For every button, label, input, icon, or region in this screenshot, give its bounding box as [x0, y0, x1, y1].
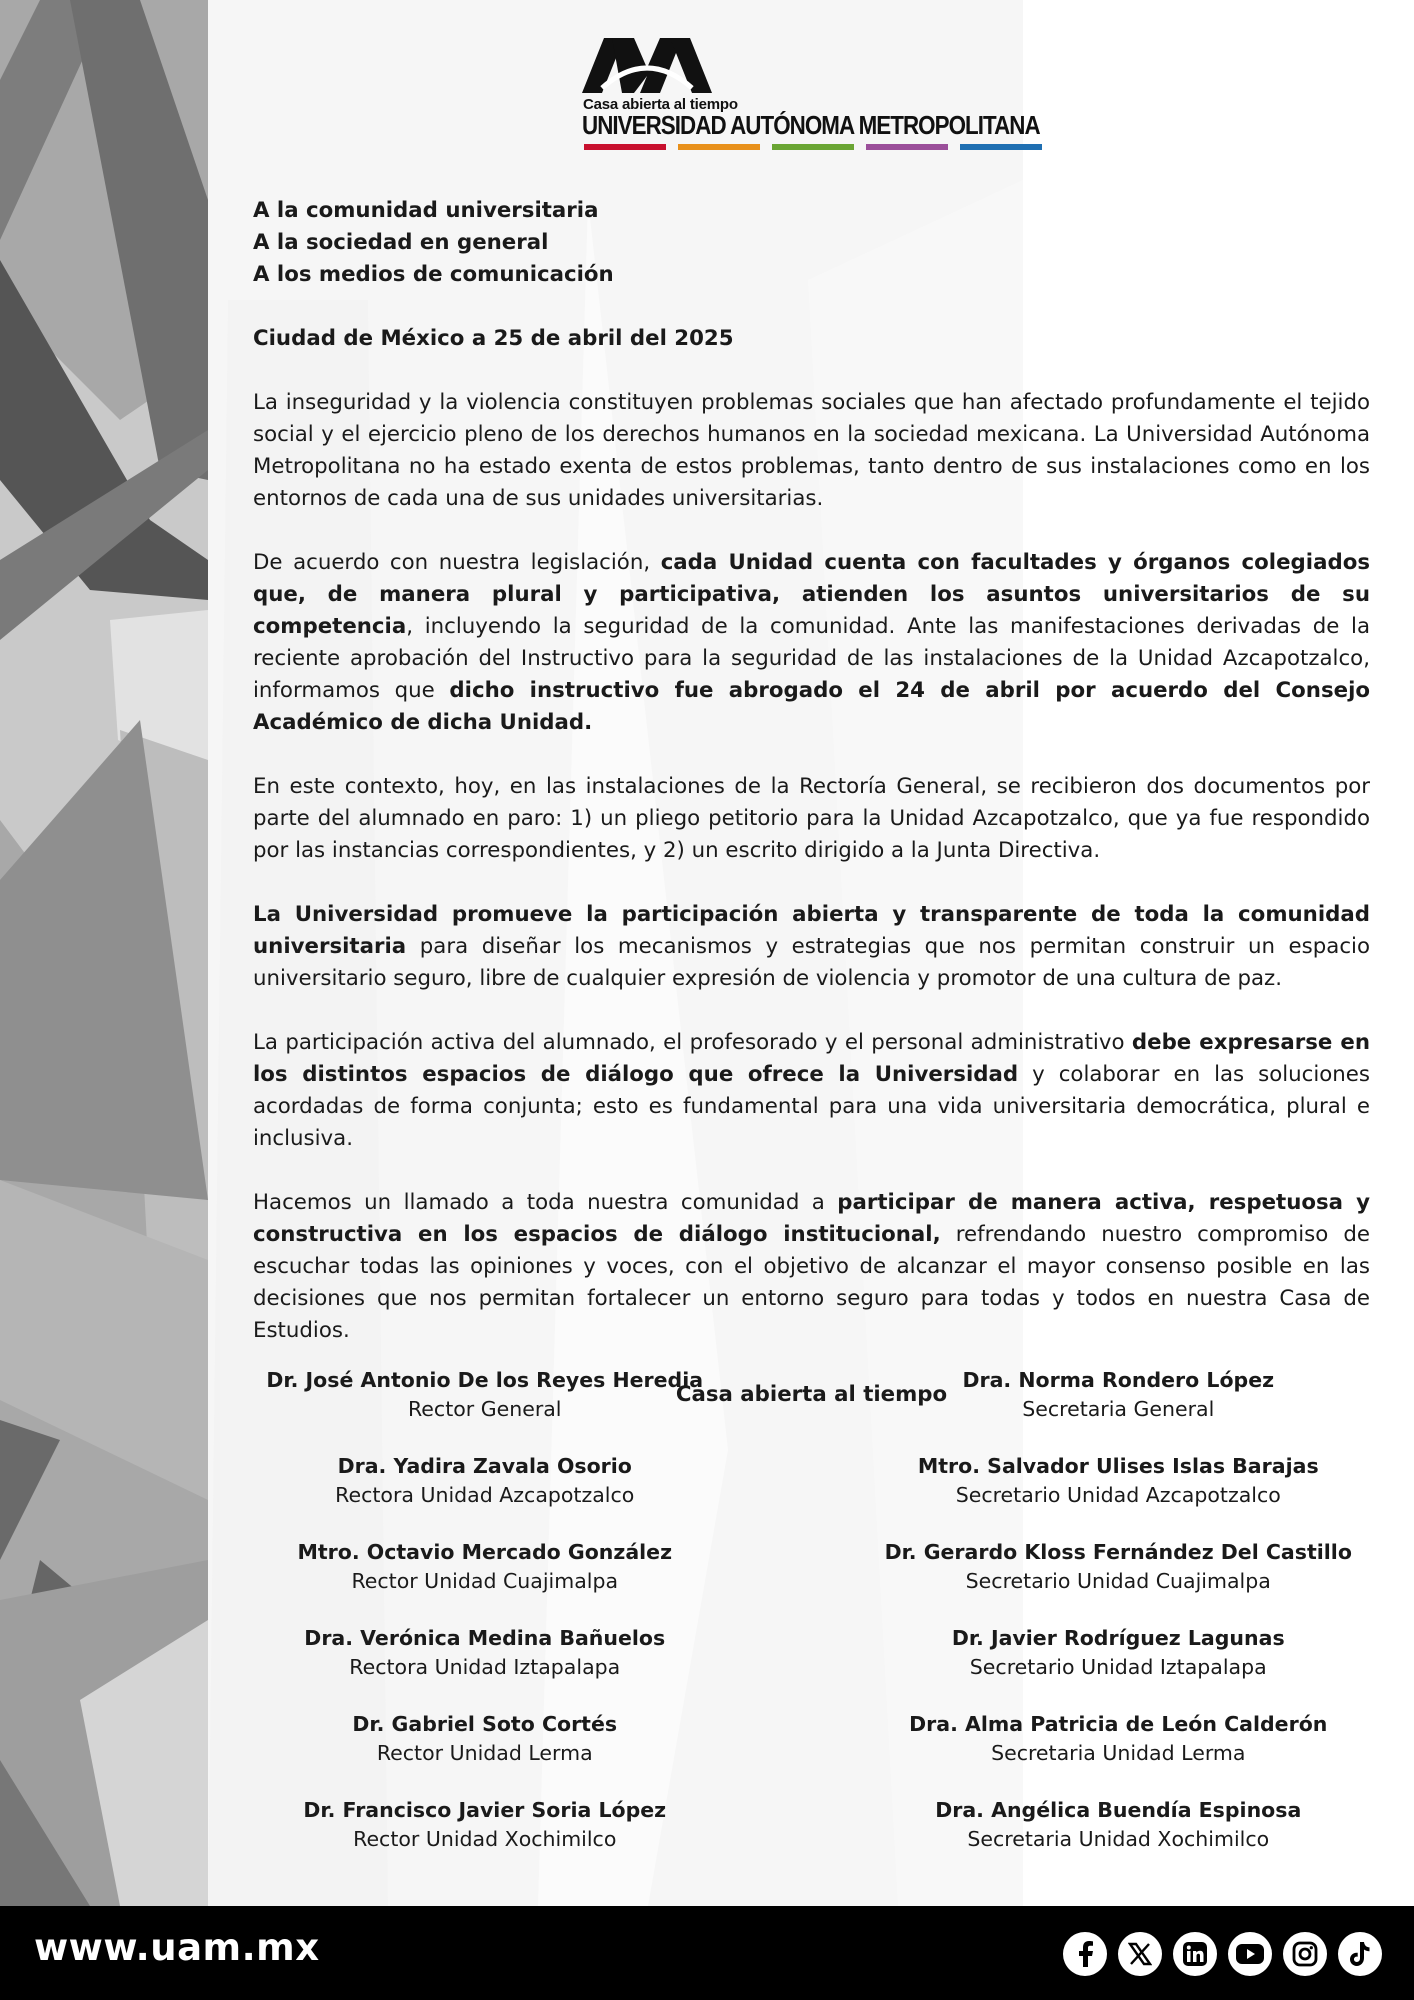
- signatory-name: Dra. Norma Rondero López: [962, 1368, 1275, 1392]
- salutation-line: A la comunidad universitaria: [253, 198, 599, 223]
- text-run: refrendando nuestro compromiso de escuchar todas las opiniones y voces, con el objetivo de alcanzar el mayor consenso posible en las decisiones que nos permitan fortalecer un entorno seguro para todas y todos en nuestra Casa de Estudios.: [253, 1222, 1370, 1343]
- youtube-icon[interactable]: [1228, 1932, 1272, 1976]
- signatory: [812, 1452, 1371, 1510]
- color-bar: [584, 144, 666, 150]
- signatory-name: Dr. Gerardo Kloss Fernández Del Castillo: [884, 1540, 1352, 1564]
- text-run: y colaborar en las soluciones acordadas de forma conjunta; esto es fundamental para una vida universitaria democrática, plural e inclusiva.: [253, 1062, 1371, 1151]
- linkedin-icon[interactable]: [1173, 1932, 1217, 1976]
- instagram-icon[interactable]: [1283, 1932, 1327, 1976]
- bold-text: dicho instructivo fue abrogado el 24 de abril por acuerdo del Consejo Académico de dicha Unidad.: [253, 678, 1370, 735]
- uam-logo: [582, 38, 1042, 156]
- signatory-title: Rectora Unidad Azcapotzalco: [335, 1483, 635, 1507]
- text-run: , incluyendo la seguridad de la comunidad. Ante las manifestaciones derivadas de la reciente aprobación del Instructivo para la seguridad de las instalaciones de la Unidad Azcapotzalco, informamos que: [253, 614, 1370, 703]
- signatory-title: Secretaria Unidad Lerma: [991, 1741, 1246, 1765]
- signatory: [253, 1710, 812, 1768]
- text-run: La inseguridad y la violencia constituyen problemas sociales que han afectado profundamente el tejido social y el ejercicio pleno de los derechos humanos en la sociedad mexicana. La Universidad Autónoma Metropolitana no ha estado exenta de estos problemas, tanto dentro de sus instalaciones como en los entornos de cada una de sus unidades universitarias.: [253, 390, 1370, 511]
- signatory-name: Mtro. Octavio Mercado González: [297, 1540, 673, 1564]
- text-run: La participación activa del alumnado, el profesorado y el personal administrativo: [253, 1030, 1132, 1055]
- bold-text: La Universidad promueve la participación abierta y transparente de toda la comunidad universitaria: [253, 902, 1370, 959]
- signatory: [253, 1538, 812, 1596]
- color-bar: [866, 144, 948, 150]
- signatory: [812, 1366, 1371, 1424]
- salutation-line: A los medios de comunicación: [253, 262, 614, 287]
- paragraph: [253, 899, 1370, 995]
- paragraph: [253, 1187, 1370, 1347]
- signatory-name: Dr. Gabriel Soto Cortés: [352, 1712, 618, 1736]
- color-bar: [772, 144, 854, 150]
- signatory: [253, 1796, 812, 1854]
- bold-text: cada Unidad cuenta con facultades y órganos colegiados que, de manera plural y participativa, atienden los asuntos universitarios de su competencia: [253, 550, 1370, 639]
- signatory-title: Rector Unidad Cuajimalpa: [351, 1569, 619, 1593]
- signatory-title: Rector Unidad Xochimilco: [353, 1827, 617, 1851]
- signatory-name: Dr. Javier Rodríguez Lagunas: [951, 1626, 1285, 1650]
- signatory-title: Secretario Unidad Azcapotzalco: [955, 1483, 1281, 1507]
- paragraph: [253, 771, 1370, 867]
- signatory: [253, 1366, 812, 1424]
- signatory-title: Rectora Unidad Iztapalapa: [349, 1655, 621, 1679]
- x-icon[interactable]: [1118, 1932, 1162, 1976]
- signatory-title: Secretario Unidad Cuajimalpa: [965, 1569, 1271, 1593]
- facebook-icon[interactable]: [1063, 1932, 1107, 1976]
- signatory-title: Secretaria General: [1022, 1397, 1215, 1421]
- signatory-name: Dra. Yadira Zavala Osorio: [337, 1454, 632, 1478]
- tiktok-icon[interactable]: [1338, 1932, 1382, 1976]
- logo-university-name: UNIVERSIDAD AUTÓNOMA METROPOLITANA: [582, 110, 1040, 140]
- signatory-name: Dra. Angélica Buendía Espinosa: [935, 1798, 1302, 1822]
- uam-emblem-icon: [582, 38, 712, 96]
- text-run: En este contexto, hoy, en las instalaciones de la Rectoría General, se recibieron dos documentos por parte del alumnado en paro: 1) un pliego petitorio para la Unidad Azcapotzalco, que ya fue respondido por las instancias correspondientes, y 2) un escrito dirigido a la Junta Directiva.: [253, 774, 1370, 863]
- text-run: para diseñar los mecanismos y estrategias que nos permitan construir un espacio universitario seguro, libre de cualquier expresión de violencia y promotor de una cultura de paz.: [253, 934, 1370, 991]
- signatories: [253, 1366, 1370, 1854]
- signatory-title: Rector Unidad Lerma: [376, 1741, 593, 1765]
- social-links: [1063, 1932, 1382, 1976]
- closing-motto: Casa abierta al tiempo: [675, 1382, 948, 1407]
- signatory-title: Secretaria Unidad Xochimilco: [967, 1827, 1270, 1851]
- statement-body: [253, 195, 1370, 1411]
- signatory-name: Dr. José Antonio De los Reyes Heredia: [266, 1368, 704, 1392]
- side-photo: [0, 0, 208, 1906]
- signatory: [253, 1624, 812, 1682]
- signatory-name: Dra. Verónica Medina Bañuelos: [304, 1626, 666, 1650]
- signatory-name: Mtro. Salvador Ulises Islas Barajas: [917, 1454, 1319, 1478]
- bold-text: participar de manera activa, respetuosa y constructiva en los espacios de diálogo institucional,: [253, 1190, 1370, 1247]
- salutation-line: A la sociedad en general: [253, 230, 549, 255]
- paragraph: [253, 387, 1370, 515]
- bold-text: debe expresarse en los distintos espacios de diálogo que ofrece la Universidad: [253, 1030, 1370, 1087]
- color-bar: [960, 144, 1042, 150]
- signatory: [812, 1538, 1371, 1596]
- paragraph: [253, 547, 1370, 739]
- signatory-name: Dr. Francisco Javier Soria López: [303, 1798, 667, 1822]
- signatory-title: Rector General: [407, 1397, 562, 1421]
- signatory: [812, 1796, 1371, 1854]
- website-link[interactable]: www.uam.mx: [34, 1926, 320, 1969]
- logo-color-bars: [584, 144, 1042, 150]
- signatory-title: Secretario Unidad Iztapalapa: [969, 1655, 1267, 1679]
- signatory: [812, 1710, 1371, 1768]
- text-run: Hacemos un llamado a toda nuestra comunidad a: [253, 1190, 838, 1215]
- color-bar: [678, 144, 760, 150]
- paragraph: [253, 1027, 1370, 1155]
- signatory-name: Dra. Alma Patricia de León Calderón: [909, 1712, 1328, 1736]
- dateline: Ciudad de México a 25 de abril del 2025: [253, 326, 734, 351]
- signatory: [253, 1452, 812, 1510]
- paragraphs: [253, 387, 1370, 1347]
- signatory: [812, 1624, 1371, 1682]
- text-run: De acuerdo con nuestra legislación,: [253, 550, 661, 575]
- footer: [0, 1906, 1414, 2000]
- salutation: [253, 195, 1370, 291]
- logo-tagline: Casa abierta al tiempo: [583, 96, 738, 113]
